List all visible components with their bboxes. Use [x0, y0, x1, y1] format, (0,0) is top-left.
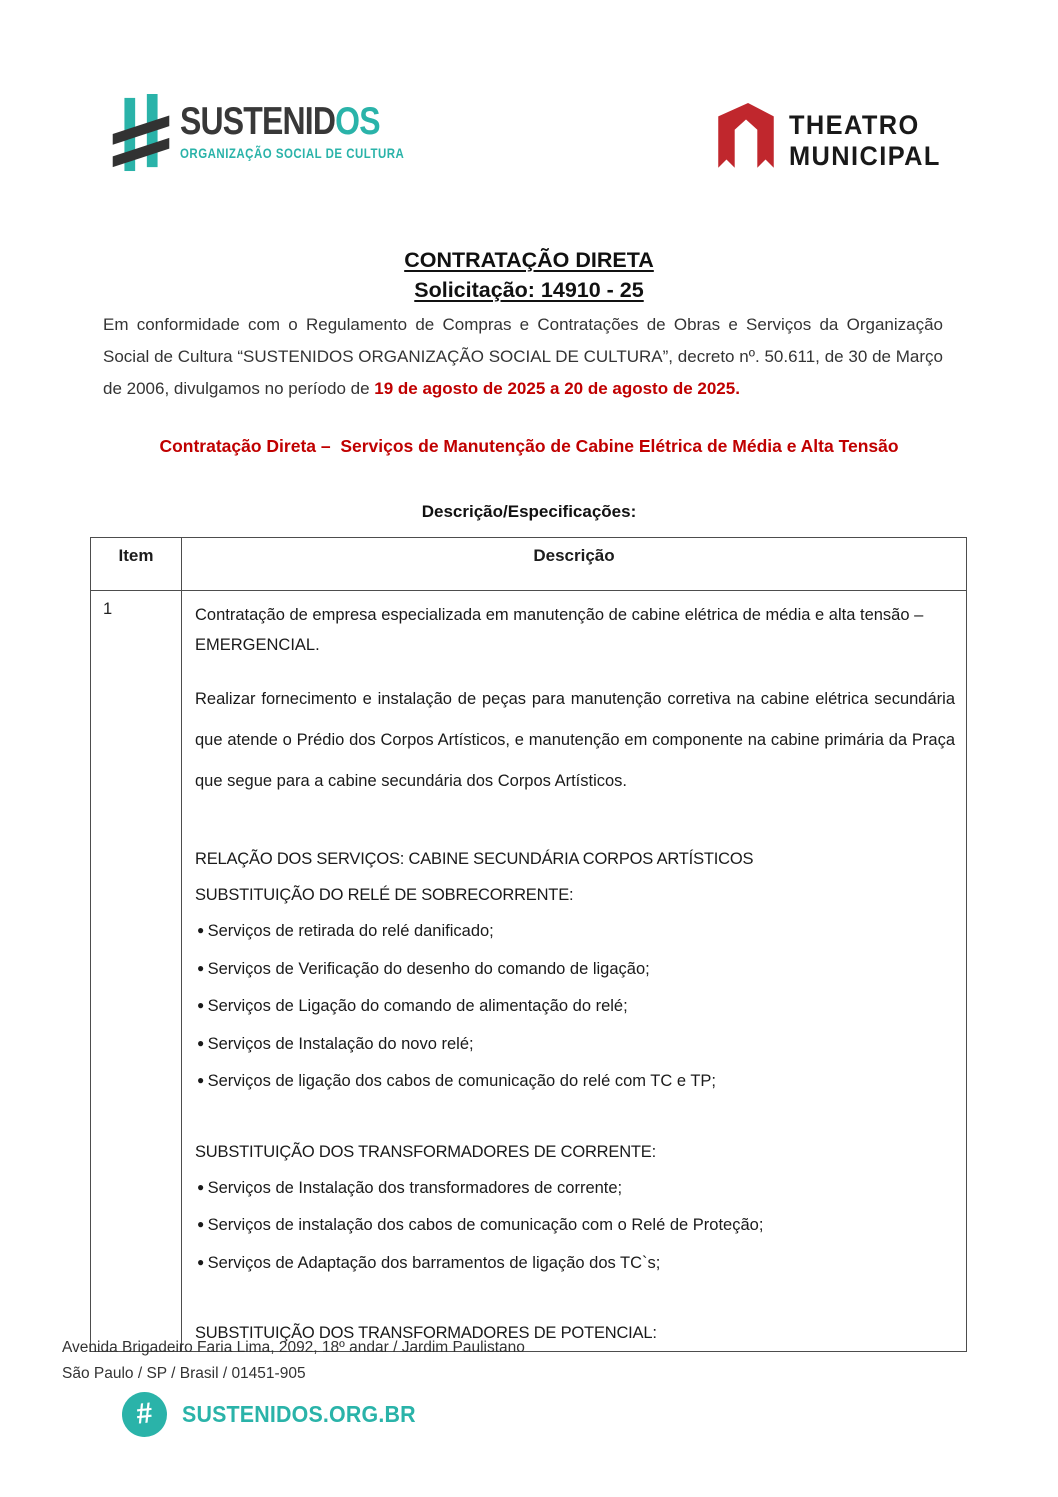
- footer-site-url: SUSTENIDOS.ORG.BR: [182, 1401, 416, 1427]
- list-item: ● Serviços de Verificação do desenho do comando de ligação;: [195, 951, 955, 989]
- document-title-line1: CONTRATAÇÃO DIRETA: [404, 248, 654, 272]
- list-item: ● Serviços de Instalação do novo relé;: [195, 1026, 955, 1064]
- sustenidos-tagline: ORGANIZAÇÃO SOCIAL DE CULTURA: [180, 145, 405, 161]
- header-cell-item: Item: [91, 538, 182, 590]
- intro-period-highlight: 19 de agosto de 2025 a 20 de agosto de 2025.: [374, 379, 740, 398]
- section2-bullet-list: [195, 1170, 955, 1283]
- list-item: ● Serviços de Adaptação dos barramentos de ligação dos TC`s;: [195, 1245, 955, 1283]
- spec-table-row: [91, 591, 966, 1351]
- list-item: ● Serviços de retirada do relé danificado;: [195, 913, 955, 951]
- spec-table-header-row: [91, 538, 966, 591]
- section3-heading: SUBSTITUIÇÃO DOS TRANSFORMADORES DE POTENCIAL:: [195, 1324, 657, 1342]
- header-cell-descricao: Descrição: [533, 546, 615, 565]
- cell-item-number: 1: [91, 591, 182, 1351]
- list-item: ● Serviços de instalação dos cabos de comunicação com o Relé de Proteção;: [195, 1207, 955, 1245]
- intro-paragraph: [103, 309, 943, 405]
- document-title: [0, 245, 1058, 305]
- description-paragraph-2: Realizar fornecimento e instalação de peças para manutenção corretiva na cabine elétrica secundária que atende o Prédio dos Corpos Artísticos, e manutenção em componente na cabine primária da Praça que segue para a cabine secundária dos Corpos Artísticos.: [195, 690, 955, 790]
- theatro-municipal-logo: [718, 103, 951, 177]
- spec-table: [90, 537, 967, 1352]
- description-paragraph-1: Contratação de empresa especializada em manutenção de cabine elétrica de média e alta tensão – EMERGENCIAL.: [195, 606, 924, 654]
- list-item: ● Serviços de ligação dos cabos de comunicação do relé com TC e TP;: [195, 1063, 955, 1101]
- subject-heading: Contratação Direta – Serviços de Manutenção de Cabine Elétrica de Média e Alta Tensão: [159, 436, 899, 456]
- cell-description: [182, 591, 966, 1351]
- section1-heading1: RELAÇÃO DOS SERVIÇOS: CABINE SECUNDÁRIA CORPOS ARTÍSTICOS: [195, 850, 754, 868]
- document-title-line2: Solicitação: 14910 - 25: [414, 278, 644, 302]
- sustenidos-wordmark-dark: SUSTENID: [180, 100, 336, 143]
- footer-logo: [122, 1392, 433, 1437]
- section1-heading2: SUBSTITUIÇÃO DO RELÉ DE SOBRECORRENTE:: [195, 886, 574, 904]
- sustenidos-wordmark-teal: OS: [335, 100, 380, 143]
- footer-address-line2: São Paulo / SP / Brasil / 01451-905: [62, 1365, 306, 1382]
- list-item: ● Serviços de Instalação dos transformadores de corrente;: [195, 1170, 955, 1208]
- arch-icon: [718, 103, 774, 177]
- theatro-municipal-wordmark: [789, 110, 941, 172]
- spec-heading: Descrição/Especificações:: [421, 502, 637, 521]
- municipal-line: MUNICIPAL: [789, 141, 941, 171]
- list-item: ● Serviços de Ligação do comando de alimentação do relé;: [195, 988, 955, 1026]
- sustenidos-logo: [112, 94, 454, 172]
- section2-heading: SUBSTITUIÇÃO DOS TRANSFORMADORES DE CORRENTE:: [195, 1142, 656, 1161]
- footer-address-line1: Avenida Brigadeiro Faria Lima, 2092, 18º andar / Jardim Paulistano: [62, 1339, 525, 1356]
- intro-text: Em conformidade com o Regulamento de Compras e Contratações de Obras e Serviços da Organização Social de Cultura “SUSTENIDOS ORGANIZAÇÃO SOCIAL DE CULTURA”, decreto nº. 50.611, de 30 de Março de 2006, divulgamos no período de: [103, 315, 943, 398]
- hashtag-circle-icon: #: [122, 1392, 167, 1437]
- hashtag-icon: [112, 94, 170, 172]
- theatro-line: THEATRO: [789, 110, 920, 140]
- section1-bullet-list: [195, 913, 955, 1101]
- sustenidos-wordmark: [180, 102, 404, 161]
